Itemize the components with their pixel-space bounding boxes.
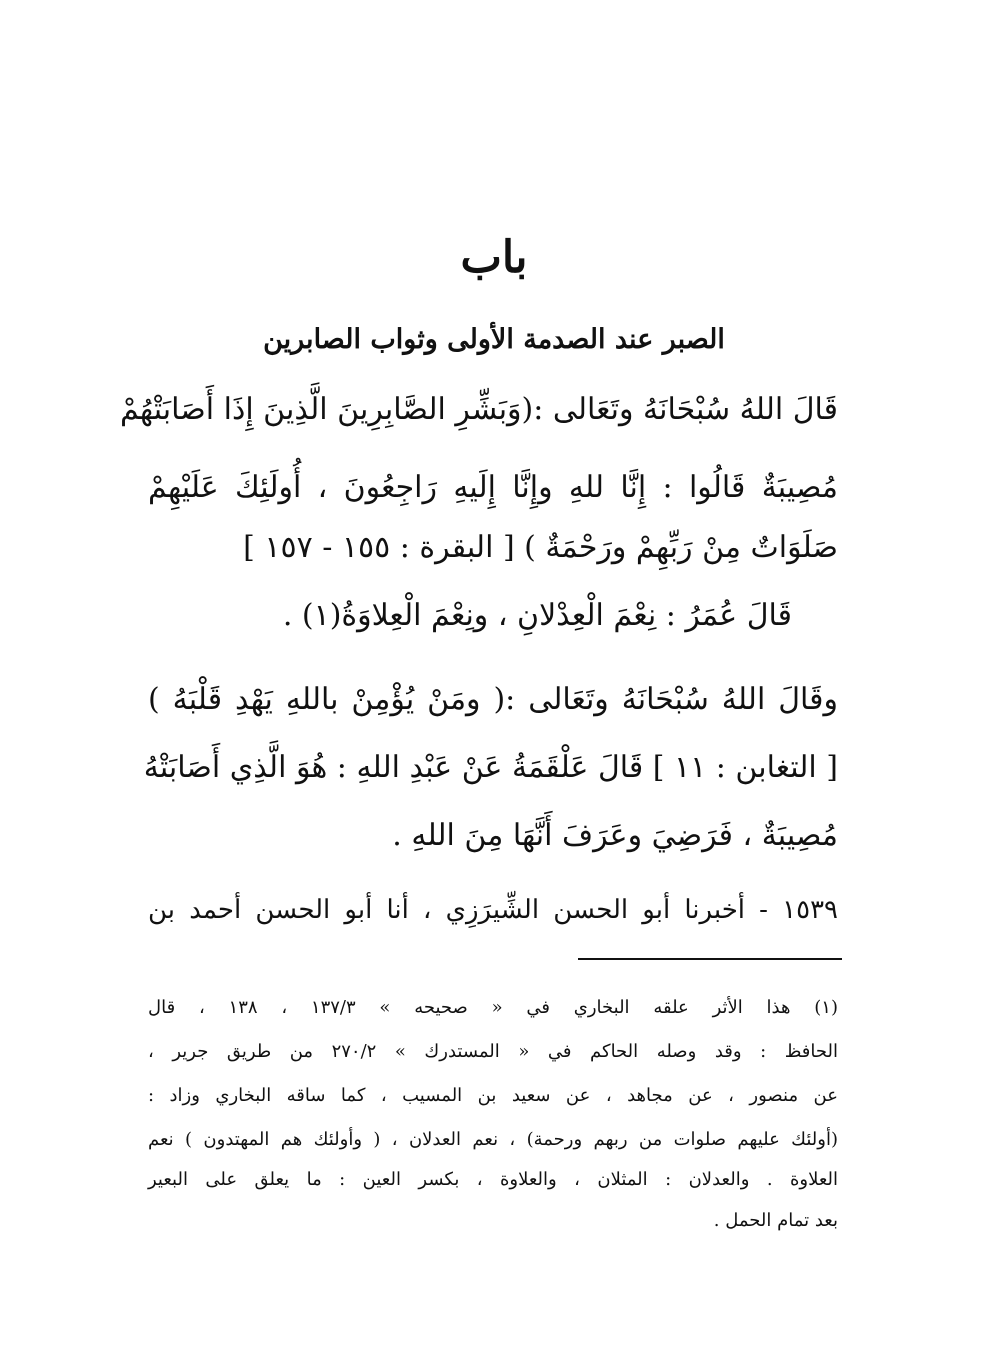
body-line: مُصِيبَةٌ ، فَرَضِيَ وعَرَفَ أَنَّهَا مِنَ اللهِ . — [392, 818, 838, 853]
footnote-line: الحافظ : وقد وصله الحاكم في « المستدرك » ٢٧٠/٢ من طريق جرير ، — [148, 1041, 838, 1062]
footnote-line: (أولئك عليهم صلوات من ربهم ورحمة) ، نعم العدلان ، ( وأولئك هم المهتدون ) نعم — [148, 1129, 838, 1150]
chapter-heading: باب — [460, 232, 528, 283]
footnote-line: (١) هذا الأثر علقه البخاري في « صحيحه » ١٣٧/٣ ، ١٣٨ ، قال — [148, 997, 838, 1018]
chapter-title: الصبر عند الصدمة الأولى وثواب الصابرين — [263, 324, 725, 355]
footnote-line: بعد تمام الحمل . — [713, 1210, 838, 1231]
report-line: ١٥٣٩ - أخبرنا أبو الحسن الشِّيرَزِي ، أنا أبو الحسن أحمد بن — [148, 895, 838, 925]
body-line: قَالَ اللهُ سُبْحَانَهُ وتَعَالى :(وَبَشِّرِ الصَّابِرِينَ الَّذِينَ إِذَا أَصَابَتْهُمْ — [119, 392, 838, 427]
footnote-divider — [578, 958, 842, 960]
body-line: قَالَ عُمَرُ : نِعْمَ الْعِدْلانِ ، ونِعْمَ الْعِلاوَةُ(١) . — [282, 598, 792, 633]
body-line: مُصِيبَةٌ قَالُوا : إِنَّا للهِ وإِنَّا إِلَيهِ رَاجِعُونَ ، أُولَئِكَ عَلَيْهِمْ — [148, 470, 838, 505]
body-line: [ التغابن : ١١ ] قَالَ عَلْقَمَةُ عَنْ عَبْدِ اللهِ : هُوَ الَّذِي أَصَابَتْهُ — [143, 750, 838, 785]
footnote-line: العلاوة . والعدلان : المثلان ، والعلاوة ، بكسر العين : ما يعلق على البعير — [148, 1169, 838, 1190]
body-line: صَلَوَاتٌ مِنْ رَبِّهِمْ ورَحْمَةٌ ) [ البقرة : ١٥٥ - ١٥٧ ] — [243, 530, 838, 565]
body-line: وقَالَ اللهُ سُبْحَانَهُ وتَعَالى :( ومَنْ يُؤْمِنْ باللهِ يَهْدِ قَلْبَهُ ) — [148, 682, 838, 717]
footnote-line: عن منصور ، عن مجاهد ، عن سعيد بن المسيب ، كما ساقه البخاري وزاد : — [148, 1085, 838, 1106]
